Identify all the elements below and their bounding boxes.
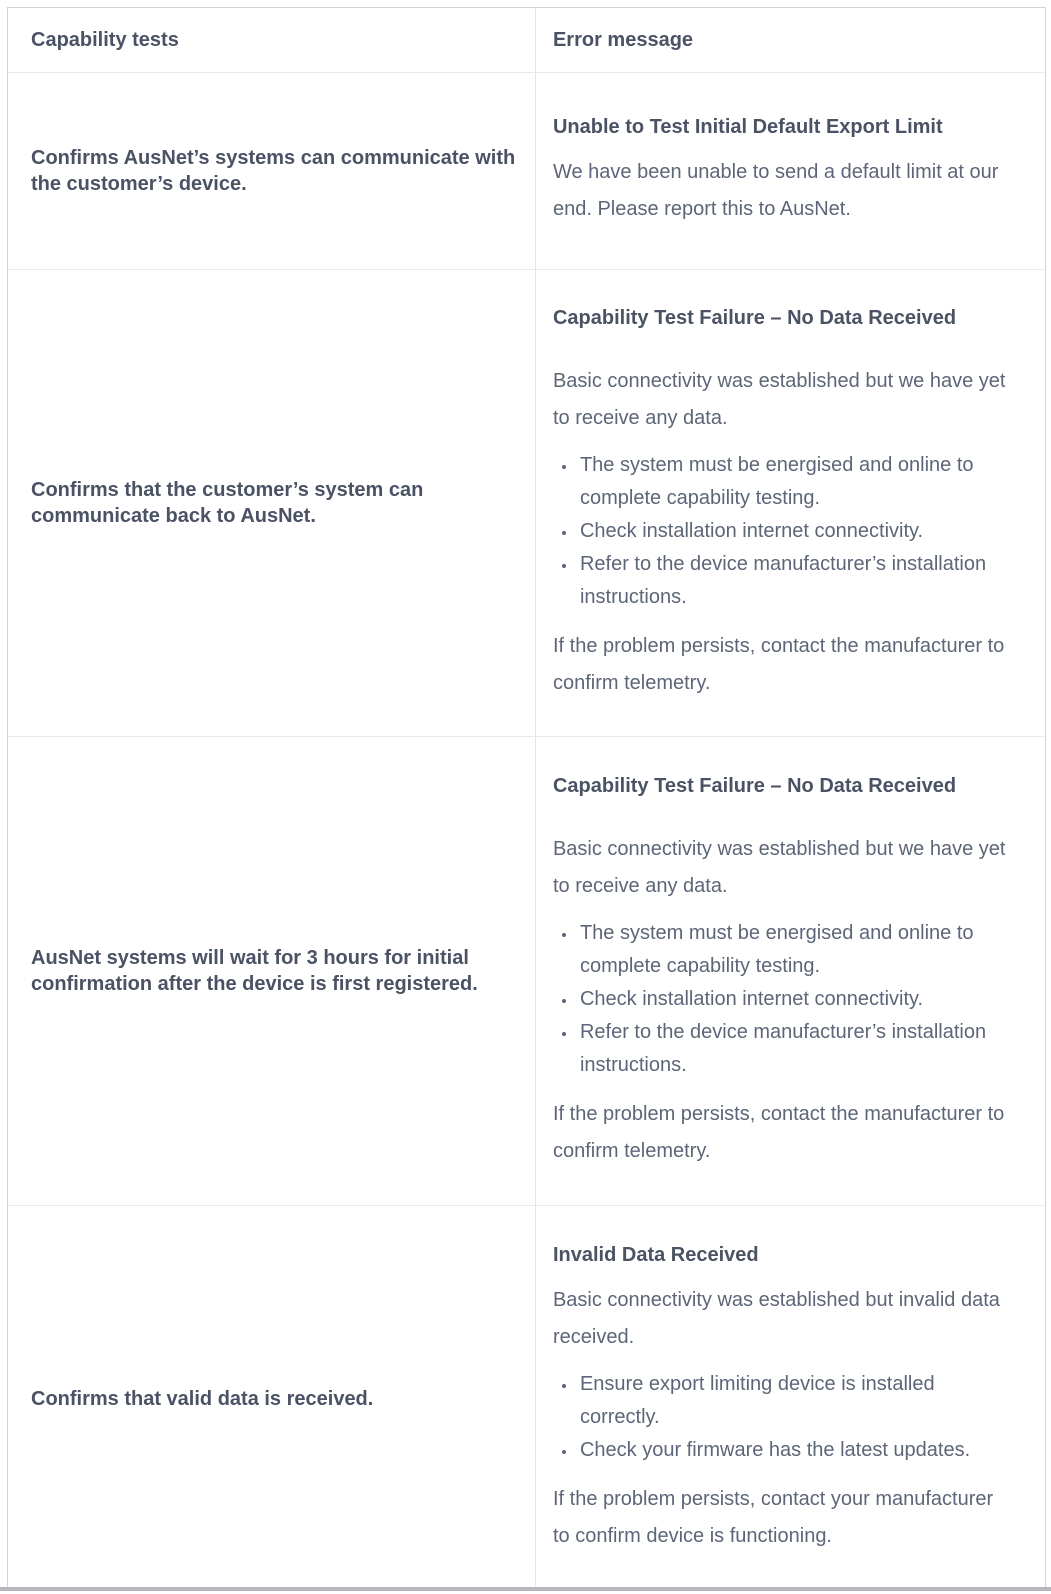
error-bullet: • Check your firmware has the latest updates. xyxy=(577,1434,1015,1467)
header-cell-error-message xyxy=(536,8,1045,72)
error-message-cell xyxy=(536,737,1045,1205)
error-message-content xyxy=(553,1242,1015,1555)
bottom-divider-bar xyxy=(0,1587,1051,1591)
header-cell-capability-tests xyxy=(8,8,536,72)
capability-test-text: AusNet systems will wait for 3 hours for initial confirmation after the device is first registered. xyxy=(31,947,478,995)
error-message-cell xyxy=(536,270,1045,736)
capability-test-cell xyxy=(8,1206,536,1591)
error-description: Basic connectivity was established but invalid data received. xyxy=(552,1289,1000,1348)
table-row xyxy=(8,1206,1045,1591)
error-bullet: • The system must be energised and online to complete capability testing. xyxy=(577,917,1015,983)
error-message-content xyxy=(553,114,1015,228)
error-message-content xyxy=(553,773,1015,1170)
capability-test-text: Confirms that valid data is received. xyxy=(31,1387,374,1410)
error-bullet: • Refer to the device manufacturer’s installation instructions. xyxy=(577,548,1015,614)
error-title: Capability Test Failure – No Data Received xyxy=(552,306,957,329)
error-message-cell xyxy=(536,73,1045,269)
error-bullet: • Ensure export limiting device is installed correctly. xyxy=(577,1368,1015,1434)
column-header-error-message: Error message xyxy=(552,29,694,51)
column-header-capability-tests: Capability tests xyxy=(31,29,179,51)
error-bullet-list xyxy=(553,1368,1015,1467)
capability-test-text: Confirms that the customer’s system can communicate back to AusNet. xyxy=(31,479,424,527)
error-bullet: • The system must be energised and online to complete capability testing. xyxy=(577,449,1015,515)
error-title: Unable to Test Initial Default Export Limit xyxy=(552,116,943,138)
capability-test-text: Confirms AusNet’s systems can communicate with the customer’s device. xyxy=(31,147,516,195)
table-row xyxy=(8,270,1045,737)
error-message-cell xyxy=(536,1206,1045,1591)
error-bullet-list xyxy=(553,917,1015,1082)
capability-test-cell xyxy=(8,270,536,736)
error-title: Invalid Data Received xyxy=(552,1244,759,1266)
error-footer-note: If the problem persists, contact the manufacturer to confirm telemetry. xyxy=(552,1102,1005,1162)
error-footer-note: If the problem persists, contact your manufacturer to confirm device is functioning. xyxy=(552,1488,994,1547)
error-description: Basic connectivity was established but we have yet to receive any data. xyxy=(552,369,1006,429)
error-bullet: • Refer to the device manufacturer’s installation instructions. xyxy=(577,1016,1015,1082)
table-row xyxy=(8,73,1045,270)
capability-test-cell xyxy=(8,737,536,1205)
error-footer-note: If the problem persists, contact the manufacturer to confirm telemetry. xyxy=(552,634,1005,694)
error-bullet: • Check installation internet connectivity. xyxy=(577,515,1015,548)
error-description: We have been unable to send a default limit at our end. Please report this to AusNet. xyxy=(552,161,999,220)
error-bullet-list xyxy=(553,449,1015,614)
capability-error-table xyxy=(7,7,1046,1591)
error-description: Basic connectivity was established but we have yet to receive any data. xyxy=(552,837,1006,897)
table-header-row xyxy=(8,8,1045,73)
error-bullet: • Check installation internet connectivity. xyxy=(577,983,1015,1016)
error-title: Capability Test Failure – No Data Received xyxy=(552,774,957,797)
error-message-content xyxy=(553,305,1015,702)
table-row xyxy=(8,737,1045,1206)
capability-test-cell xyxy=(8,73,536,269)
